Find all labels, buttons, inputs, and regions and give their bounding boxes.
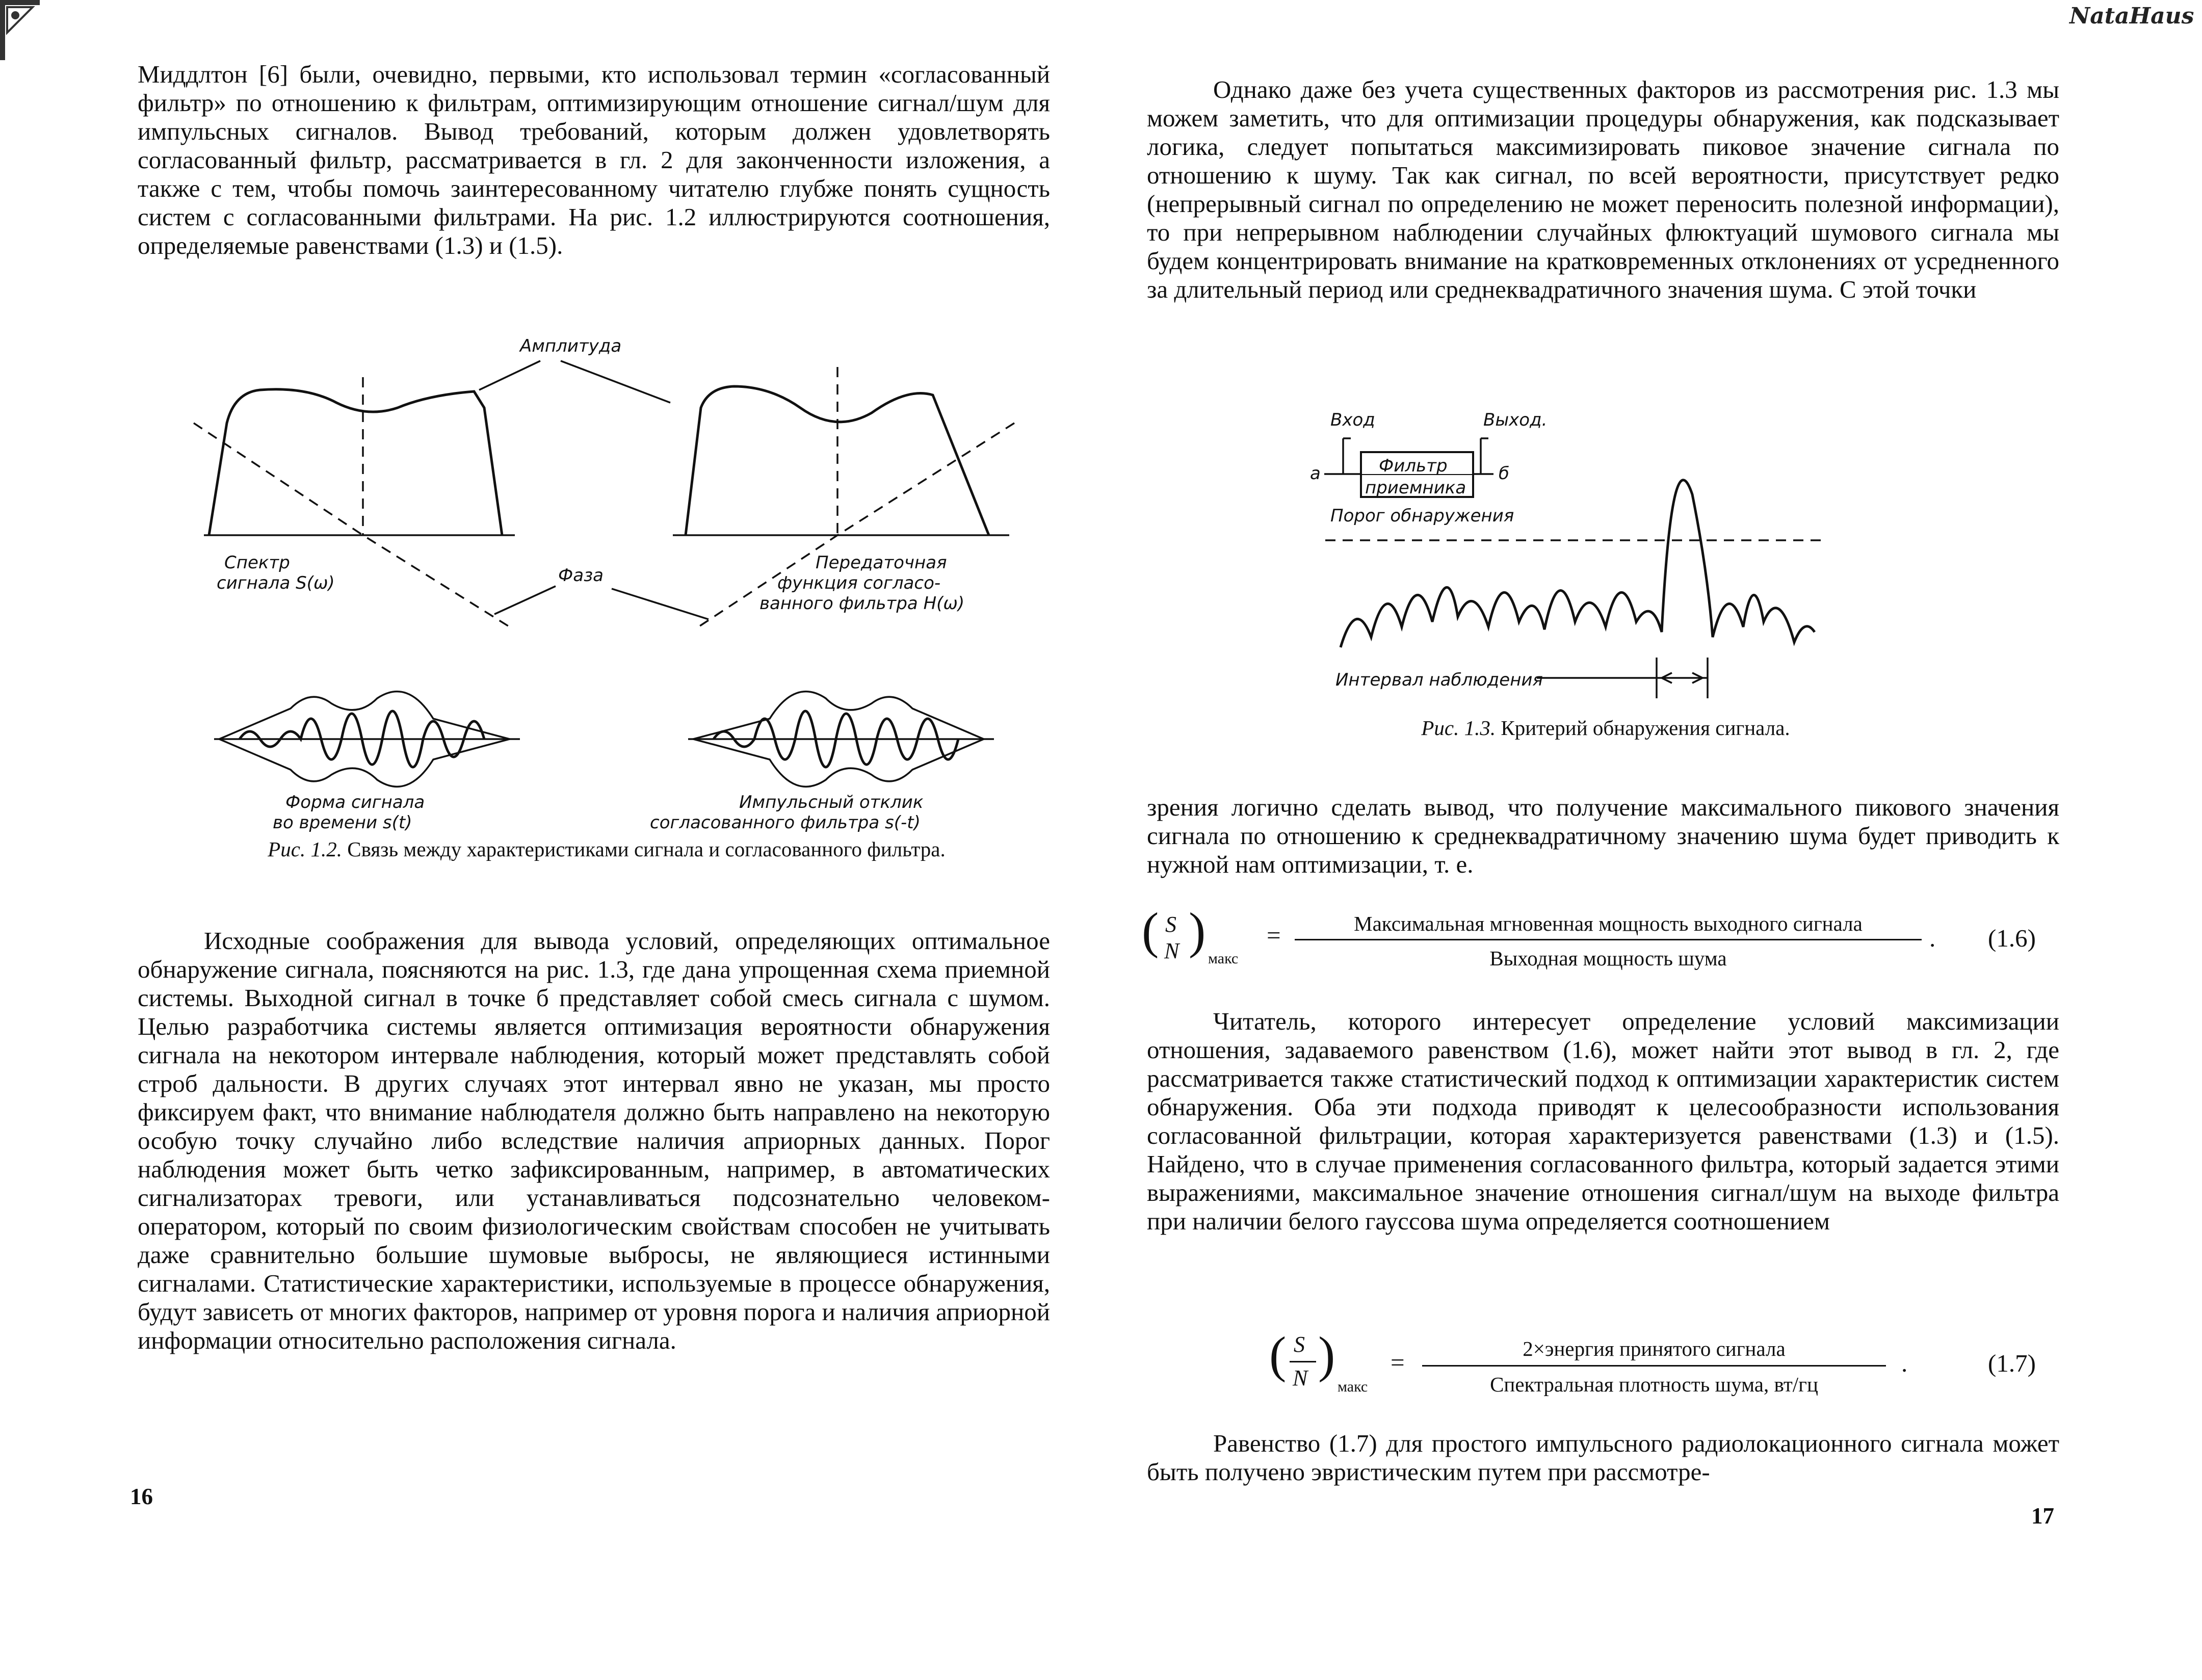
right-text-3 (1147, 1007, 2059, 1236)
impulse-label: Импульсный отклик (739, 792, 924, 812)
open-paren: ( (1142, 902, 1159, 959)
denominator: Спектральная плотность шума, вт/гц (1490, 1373, 1818, 1396)
transfer-label: ванного фильтра H(ω) (759, 593, 965, 614)
equation-number: (1.6) (1988, 924, 2036, 952)
figure-1-2-caption (219, 836, 994, 862)
fraction-bar (1295, 939, 1922, 940)
waveform-label: Форма сигнала (285, 792, 425, 812)
equation-number: (1.7) (1988, 1349, 2036, 1377)
phase-line (194, 423, 510, 627)
paragraph: Читатель, которого интересует определение условий максимизации отношения, задаваемого равенством (1.6), может найти этот вывод в гл. 2, где рассматривается также статистический подход к оптимизации характеристик систем обнаружения. Оба эти подхода приводят к целесообразности использования согласованной фильтрации, которая характеризуется равенствами (1.3) и (1.5). Найдено, что в случае применения согласованного фильтра, который задается этими выражениями, максимальное значение отношения сигнал/шум на выходе фильтра при наличии белого гауссова шума определяется соотношением (1147, 1007, 2059, 1235)
figure-1-2 (184, 331, 1025, 841)
equation-1-6 (1142, 901, 2069, 983)
amplitude-leader (479, 361, 670, 403)
corner-ornament-icon (0, 0, 41, 61)
point-a-label: а (1310, 463, 1321, 484)
filter-label: Фильтр (1379, 456, 1448, 476)
paragraph: Исходные соображения для вывода условий, определяющих оптимальное обнаружение сигнала, поясняются на рис. 1.3, где дана упрощенная схема приемной системы. Выходной сигнал в точке б представляет собой смесь сигнала с шумом. Целью разработчика системы является оптимизация вероятности обнаружения сигнала на некотором интервале наблюдения, который может представлять собой строб дальности. В других случаях этот интервал явно не указан, мы просто фиксируем факт, что внимание наблюдателя должно быть направлено на некоторую особую точку случайно либо вследствие наличия априорных данных. Порог наблюдения может быть четко зафиксированным, например, в автоматических сигнализаторах тревоги, или устанавливаться подсознательно человеком-оператором, который по своим физиологическим свойствам способен не учитывать даже сравнительно большие шумовые выбросы, не являющиеся истинными сигналами. Статистические характеристики, используемые в процессе обнаружения, будут зависеть от многих факторов, например от уровня порога и наличия априорной информации относительно расположения сигнала. (138, 927, 1050, 1354)
transfer-label: Передаточная (816, 553, 947, 573)
lhs-numerator: S (1165, 912, 1176, 937)
interval-label: Интервал наблюдения (1335, 670, 1543, 690)
right-text-4 (1147, 1429, 2059, 1486)
equals: = (1391, 1348, 1405, 1376)
transfer-label: функция согласо- (777, 573, 941, 593)
amplitude-label: Амплитуда (520, 336, 622, 356)
output-label: Выход. (1483, 410, 1548, 430)
caption-label: Рис. 1.2. (268, 837, 342, 861)
waveform-label: во времени s(t) (273, 812, 412, 833)
phase-leader (494, 586, 709, 619)
caption-text: Критерий обнаружения сигнала. (1501, 716, 1790, 740)
trail-dot: . (1901, 1349, 1908, 1377)
filter-label: приемника (1365, 478, 1466, 498)
open-paren: ( (1269, 1326, 1287, 1383)
paragraph: Равенство (1.7) для простого импульсного радиолокационного сигнала может быть получено эвристическим путем при рассмотре- (1147, 1429, 2059, 1486)
subscript: макс (1338, 1378, 1368, 1395)
input-label: Вход (1330, 410, 1375, 430)
figure-1-3 (1305, 403, 1906, 698)
noise-signal (1341, 480, 1815, 647)
right-text-1 (1147, 75, 2059, 304)
lhs-bar (1290, 1361, 1316, 1362)
page-number-right: 17 (2031, 1503, 2054, 1529)
watermark-logo: NataHaus (2069, 3, 2194, 29)
caption-text: Связь между характеристиками сигнала и согласованного фильтра. (347, 837, 946, 861)
phase-label: Фаза (558, 565, 604, 586)
close-paren: ) (1318, 1326, 1335, 1383)
paragraph: зрения логично сделать вывод, что получение максимального пикового значения сигнала по отношению к среднеквадратичному значению шума будет приводить к нужной нам оптимизации, т. е. (1147, 793, 2059, 878)
numerator: Максимальная мгновенная мощность выходного сигнала (1354, 912, 1863, 935)
lhs-numerator: S (1294, 1332, 1305, 1357)
equals: = (1267, 921, 1281, 949)
threshold-label: Порог обнаружения (1330, 506, 1514, 526)
left-bottom-text (138, 927, 1050, 1355)
paragraph: Однако даже без учета существенных факторов из рассмотрения рис. 1.3 мы можем заметить, что для оптимизации процедуры обнаружения, как подсказывает логика, следует попытаться максимизировать пиковое значение сигнала по отношению к шуму. Так как сигнал, по всей вероятности, присутствует редко (непрерывный сигнал по определению не может переносить полезной информации), то при непрерывном наблюдении случайных флюктуаций шумового сигнала мы будем концентрировать внимание на кратковременных отклонениях от усредненного за длительный период или среднеквадратичного значения шума. С этой точки (1147, 75, 2059, 303)
close-paren: ) (1189, 902, 1206, 959)
fraction-bar (1422, 1365, 1886, 1367)
figure-1-3-caption (1305, 715, 1906, 741)
denominator: Выходная мощность шума (1489, 947, 1727, 970)
lhs-denominator: N (1164, 938, 1179, 963)
impulse-label: согласованного фильтра s(-t) (650, 812, 921, 833)
spectrum-label: Спектр (224, 553, 290, 573)
trail-dot: . (1929, 924, 1936, 952)
caption-label: Рис. 1.3. (1421, 716, 1496, 740)
subscript: макс (1208, 950, 1239, 967)
equation-1-7 (1269, 1325, 2069, 1407)
point-b-label: б (1499, 463, 1509, 484)
right-text-2 (1147, 793, 2059, 879)
page-number-left: 16 (130, 1484, 153, 1509)
numerator: 2×энергия принятого сигнала (1523, 1337, 1786, 1360)
interval-marker (1537, 658, 1708, 698)
lhs-denominator: N (1293, 1366, 1308, 1390)
left-top-text (138, 60, 1050, 260)
paragraph: Миддлтон [6] были, очевидно, первыми, кто использовал термин «согласованный фильтр» по отношению к фильтрам, оптимизирующим отношение сигнал/шум для импульсных сигналов. Вывод требований, которым должен удовлетворять согласованный фильтр, рассматривается в гл. 2 для законченности изложения, а также с тем, чтобы помочь заинтересованному читателю глубже понять сущность систем с согласованными фильтрами. На рис. 1.2 иллюстрируются соотношения, определяемые равенствами (1.3) и (1.5). (138, 60, 1050, 259)
spectrum-label: сигнала S(ω) (217, 573, 335, 593)
